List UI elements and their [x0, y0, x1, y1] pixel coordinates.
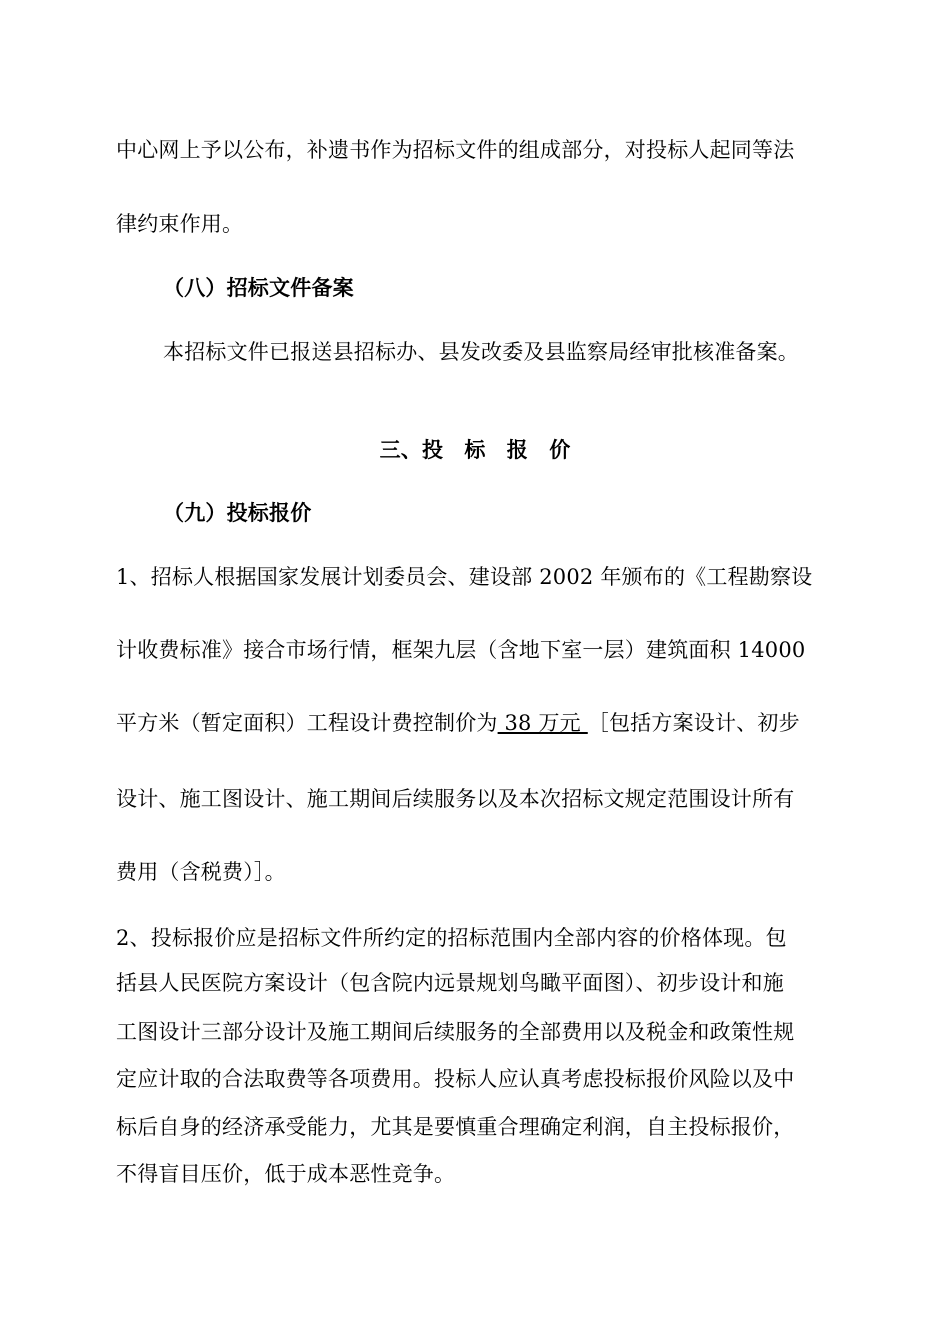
control-price-amount: 38 万元 — [497, 711, 588, 735]
paragraph-line: 设计、施工图设计、施工期间后续服务以及本次招标文规定范围设计所有 — [116, 787, 795, 811]
paragraph-line: 括县人民医院方案设计（包含院内远景规划鸟瞰平面图）、初步设计和施 — [116, 971, 784, 995]
paragraph-line: 不得盲目压价，低于成本恶性竞争。 — [116, 1162, 456, 1186]
paragraph-line: 标后自身的经济承受能力，尤其是要慎重合理确定利润，自主投标报价， — [116, 1115, 795, 1139]
paragraph-line: 工图设计三部分设计及施工期间后续服务的全部费用以及税金和政策性规 — [116, 1020, 795, 1044]
paragraph-line: 定应计取的合法取费等各项费用。投标人应认真考虑投标报价风险以及中 — [116, 1067, 795, 1091]
paragraph-line: 计收费标准》接合市场行情，框架九层（含地下室一层）建筑面积 14000 — [116, 638, 806, 662]
paragraph-line: 费用（含税费）］。 — [116, 860, 286, 884]
section-heading-8: （八）招标文件备案 — [163, 275, 354, 300]
price-label: 平方米（暂定面积）工程设计费控制价为 — [116, 711, 498, 735]
paragraph-line: 中心网上予以公布，补遗书作为招标文件的组成部分，对投标人起同等法 — [116, 138, 795, 162]
paragraph-line: 本招标文件已报送县招标办、县发改委及县监察局经审批核准备案。 — [163, 340, 799, 364]
price-scope: ［包括方案设计、初步 — [587, 711, 800, 735]
paragraph-line: 律约束作用。 — [116, 212, 244, 236]
chapter-title: 三、投 标 报 价 — [379, 437, 571, 462]
paragraph-line — [116, 709, 800, 737]
paragraph-line: 1、招标人根据国家发展计划委员会、建设部 2002 年颁布的《工程勘察设 — [116, 565, 813, 589]
paragraph-line: 2、投标报价应是招标文件所约定的招标范围内全部内容的价格体现。包 — [116, 926, 787, 950]
section-heading-9: （九）投标报价 — [163, 500, 312, 525]
